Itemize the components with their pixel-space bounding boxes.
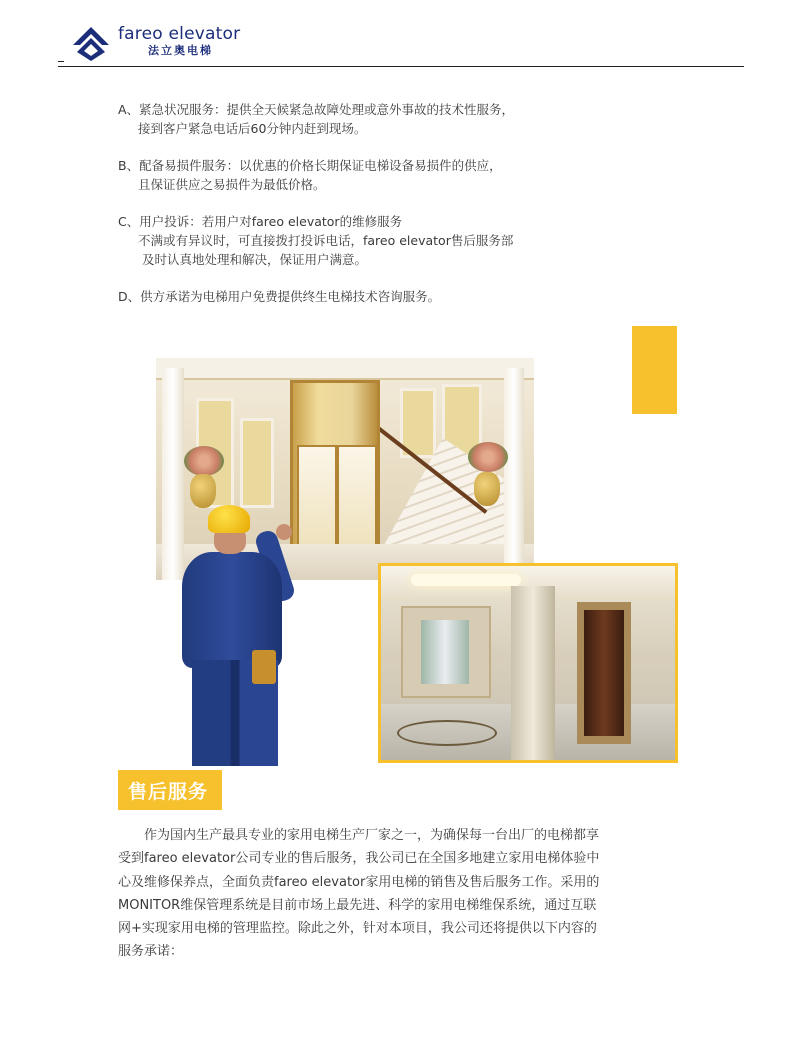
ceiling-light <box>411 574 521 586</box>
service-text: 及时认真地处理和解决，保证用户满意。 <box>142 252 368 267</box>
brand-name-en: fareo elevator <box>118 24 241 44</box>
service-text: 且保证供应之易损件为最低价格。 <box>138 177 326 192</box>
after-sales-paragraph <box>118 824 678 964</box>
paragraph-line: MONITOR维保管理系统是目前市场上最先进、科学的家用电梯维保系统，通过互联 <box>118 897 597 913</box>
service-text: A、紧急状况服务：提供全天候紧急故障处理或意外事故的技术性服务， <box>118 102 515 117</box>
service-text: 不满或有异议时，可直接拨打投诉电话，fareo elevator售后服务部 <box>138 233 514 248</box>
elevator-door <box>584 610 624 736</box>
service-list <box>118 100 598 324</box>
paragraph-line: 作为国内生产最具专业的家用电梯生产厂家之一，为确保每一台出厂的电梯都享 <box>118 828 600 843</box>
service-item-c <box>118 212 598 269</box>
hard-hat-icon <box>208 505 250 533</box>
paragraph-line: 网+实现家用电梯的管理监控。除此之外，针对本项目，我公司还将提供以下内容的 <box>118 921 597 937</box>
tool-belt <box>252 650 276 684</box>
flower-arrangement <box>468 442 508 472</box>
section-title: 售后服务 <box>128 781 209 803</box>
service-item-a <box>118 100 598 138</box>
golden-vase <box>474 472 500 506</box>
elevator-door <box>337 445 377 547</box>
brand-name-cn: 法立奥电梯 <box>148 44 213 57</box>
brand <box>118 24 240 58</box>
service-text: C、用户投诉：若用户对fareo elevator的维修服务 <box>118 214 403 229</box>
paragraph-line: 受到fareo elevator公司专业的售后服务，我公司已在全国多地建立家用电梯体验中 <box>118 851 600 867</box>
floor-inlay <box>397 720 497 746</box>
accent-block <box>632 326 677 414</box>
worker-hand <box>276 524 292 540</box>
wall-panel <box>240 418 274 508</box>
service-text: 接到客户紧急电话后60分钟内赶到现场。 <box>138 121 367 136</box>
worker-figure <box>156 500 296 766</box>
service-item-b <box>118 156 598 194</box>
section-heading <box>118 770 222 810</box>
paragraph-line: 服务承诺： <box>118 944 184 960</box>
column <box>504 368 524 580</box>
fareo-logo-icon <box>72 26 110 62</box>
glass-elevator <box>290 380 380 548</box>
lobby-elevator-photo <box>378 563 678 763</box>
service-text: B、配备易损件服务：以优惠的价格长期保证电梯设备易损件的供应， <box>118 158 502 173</box>
marble-pillar <box>511 586 555 763</box>
ceiling <box>156 358 534 380</box>
header-tick <box>58 61 64 62</box>
window <box>421 620 469 684</box>
service-text: D、供方承诺为电梯用户免费提供终生电梯技术咨询服务。 <box>118 289 441 304</box>
service-item-d <box>118 287 598 306</box>
paragraph-line: 心及维修保养点，全面负责fareo elevator家用电梯的销售及售后服务工作。采用的 <box>118 874 600 890</box>
page-header <box>0 0 800 68</box>
flower-arrangement <box>184 446 224 476</box>
elevator-door <box>297 445 337 547</box>
header-divider <box>58 66 744 67</box>
